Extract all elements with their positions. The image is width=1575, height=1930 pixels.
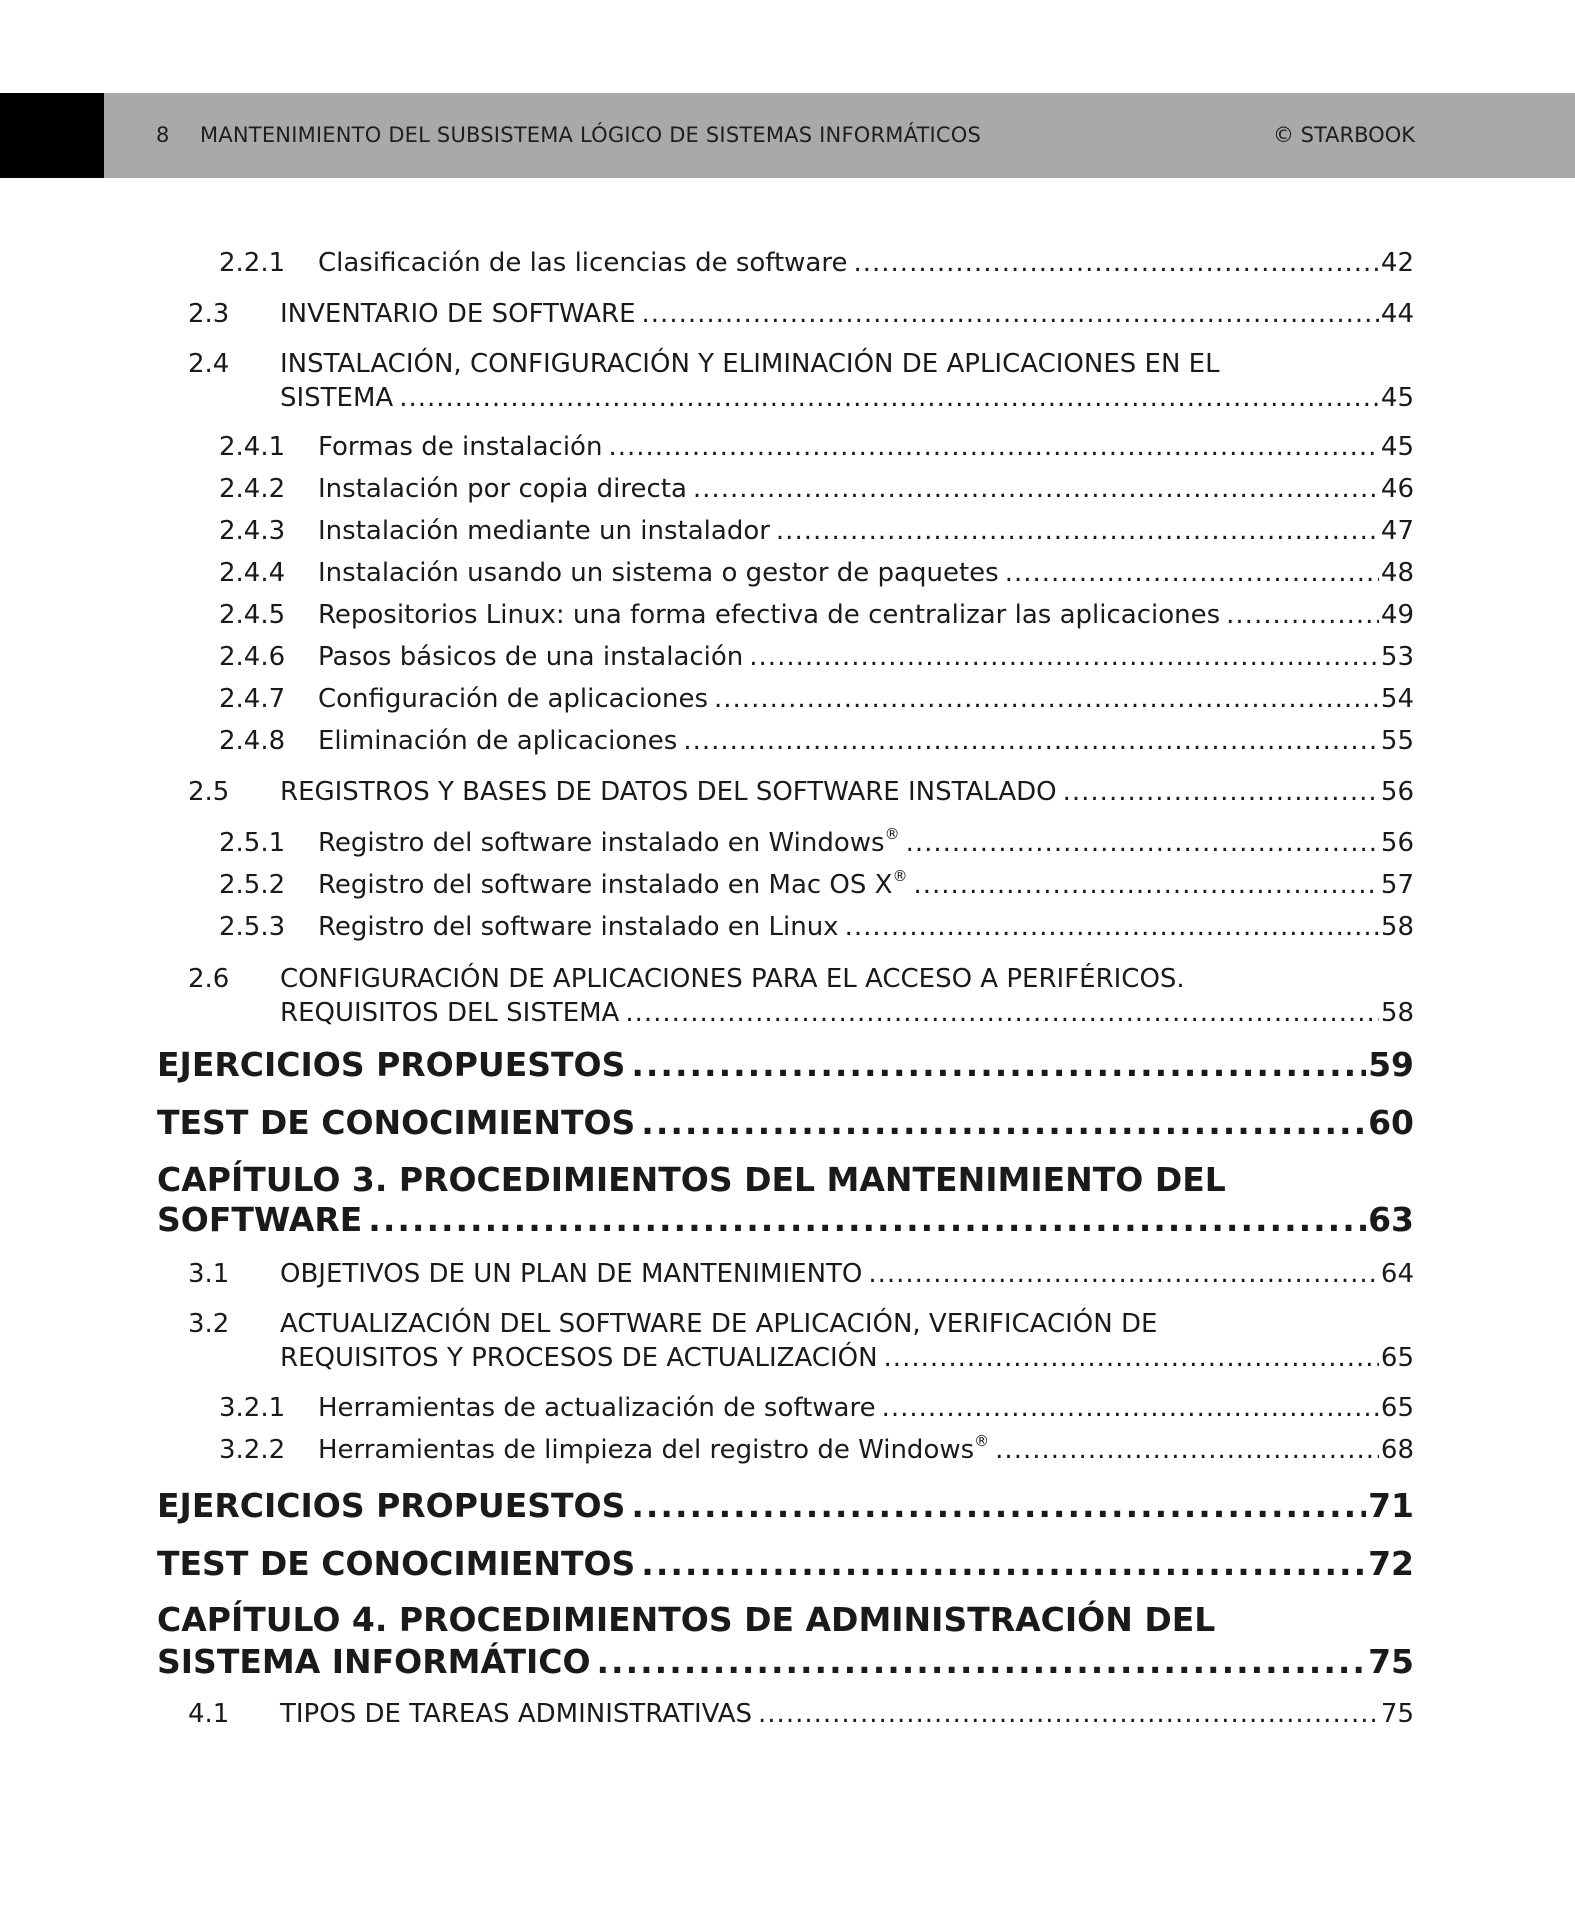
toc-entry-title: Instalación por copia directa	[318, 474, 687, 504]
toc-entry-page: 56	[1380, 828, 1414, 858]
toc-entry-page: 55	[1380, 726, 1414, 756]
toc-leader	[641, 1544, 1366, 1584]
toc-entry-page: 71	[1368, 1486, 1414, 1525]
toc-leader	[693, 472, 1379, 506]
toc-leader	[631, 1486, 1366, 1526]
toc-entry-title-line1: CONFIGURACIÓN DE APLICACIONES PARA EL ACCESO A PERIFÉRICOS.	[280, 964, 1185, 994]
toc-entry-number: 3.2.1	[219, 1393, 286, 1423]
toc-entry-title: Clasificación de las licencias de software	[318, 248, 848, 278]
toc-entry-page: 45	[1380, 432, 1414, 462]
toc-entry-page: 59	[1368, 1045, 1414, 1084]
page-header	[0, 93, 1575, 178]
header-book-title: MANTENIMIENTO DEL SUBSISTEMA LÓGICO DE SISTEMAS INFORMÁTICOS	[200, 123, 982, 147]
toc-leader	[913, 868, 1378, 902]
toc-entry-number: 2.4.1	[219, 432, 286, 462]
toc-leader	[1226, 598, 1379, 632]
toc-entry-title: TEST DE CONOCIMIENTOS	[157, 1103, 636, 1142]
toc-entry-page: 65	[1380, 1393, 1414, 1423]
toc-entry-number: 2.4.8	[219, 726, 286, 756]
header-black-block	[0, 93, 104, 178]
toc-entry-title: Registro del software instalado en Mac OS X	[318, 870, 893, 900]
toc-leader	[683, 724, 1379, 758]
toc-entry-page: 58	[1380, 912, 1414, 942]
toc-entry-title: Eliminación de aplicaciones	[318, 726, 678, 756]
toc-entry-number: 2.5.2	[219, 870, 286, 900]
toc-leader	[776, 514, 1379, 548]
toc-leader	[758, 1697, 1379, 1731]
toc-leader	[749, 640, 1379, 674]
toc-entry-page: 56	[1380, 777, 1414, 807]
toc-entry-number: 2.4	[188, 349, 230, 379]
toc-entry-page: 60	[1368, 1103, 1414, 1142]
toc-entry-number: 2.4.3	[219, 516, 286, 546]
header-page-number: 8	[156, 123, 170, 147]
toc-entry-title: Instalación mediante un instalador	[318, 516, 770, 546]
toc-entry-title: Registro del software instalado en Windows	[318, 828, 885, 858]
toc-entry-page: 44	[1380, 299, 1414, 329]
toc-entry-number: 3.2.2	[219, 1435, 286, 1465]
toc-entry-title: REGISTROS Y BASES DE DATOS DEL SOFTWARE INSTALADO	[280, 777, 1057, 807]
toc-entry-title: EJERCICIOS PROPUESTOS	[157, 1045, 626, 1084]
toc-entry-title: INVENTARIO DE SOFTWARE	[280, 299, 636, 329]
toc-entry-page: 53	[1380, 642, 1414, 672]
toc-entry-title: Registro del software instalado en Linux	[318, 912, 839, 942]
toc-entry-title: OBJETIVOS DE UN PLAN DE MANTENIMIENTO	[280, 1259, 863, 1289]
header-publisher: © STARBOOK	[1272, 123, 1415, 147]
toc-entry-title: TIPOS DE TAREAS ADMINISTRATIVAS	[280, 1699, 753, 1729]
registered-mark: ®	[884, 825, 900, 844]
toc-entry-title: Formas de instalación	[318, 432, 603, 462]
toc-entry-page: 75	[1368, 1642, 1414, 1681]
toc-entry-title: TEST DE CONOCIMIENTOS	[157, 1544, 636, 1583]
toc-entry-title: Pasos básicos de una instalación	[318, 642, 744, 672]
toc-entry-title: SOFTWARE	[157, 1200, 363, 1239]
toc-entry-page: 65	[1380, 1343, 1414, 1373]
toc-entry-page: 48	[1380, 558, 1414, 588]
registered-mark: ®	[974, 1432, 990, 1451]
toc-entry-page: 64	[1380, 1259, 1414, 1289]
registered-mark: ®	[892, 867, 908, 886]
toc-leader	[906, 826, 1379, 860]
toc-entry-number: 2.2.1	[219, 248, 286, 278]
toc-entry-number: 2.4.6	[219, 642, 286, 672]
toc-leader	[882, 1391, 1379, 1425]
toc-entry-page: 57	[1380, 870, 1414, 900]
toc-entry-title: EJERCICIOS PROPUESTOS	[157, 1486, 626, 1525]
toc-entry-page: 45	[1380, 383, 1414, 413]
toc-entry-number: 3.1	[188, 1259, 230, 1289]
toc-entry-page: 68	[1380, 1435, 1414, 1465]
toc-leader	[845, 910, 1379, 944]
toc-entry-number: 3.2	[188, 1309, 230, 1339]
toc-entry-number: 2.4.4	[219, 558, 286, 588]
toc-leader	[884, 1341, 1379, 1375]
toc-entry-page: 46	[1380, 474, 1414, 504]
toc-entry-number: 4.1	[188, 1699, 230, 1729]
toc-leader	[714, 682, 1379, 716]
toc-entry-page: 63	[1368, 1200, 1414, 1239]
toc-entry-title: Instalación usando un sistema o gestor de paquetes	[318, 558, 999, 588]
toc-leader	[608, 430, 1378, 464]
toc-entry-page: 54	[1380, 684, 1414, 714]
toc-leader	[631, 1045, 1366, 1085]
toc-entry-title: REQUISITOS DEL SISTEMA	[280, 998, 620, 1028]
toc-entry-number: 2.6	[188, 964, 230, 994]
toc-leader	[1063, 775, 1379, 809]
toc-entry-page: 42	[1380, 248, 1414, 278]
toc-entry-title: Configuración de aplicaciones	[318, 684, 709, 714]
toc-entry-number: 2.4.5	[219, 600, 286, 630]
toc-leader	[399, 381, 1379, 415]
toc-entry-page: 47	[1380, 516, 1414, 546]
toc-leader	[642, 297, 1379, 331]
toc-leader	[625, 996, 1379, 1030]
toc-entry-title-line1: ACTUALIZACIÓN DEL SOFTWARE DE APLICACIÓN, VERIFICACIÓN DE	[280, 1309, 1158, 1339]
toc-entry-title: Herramientas de actualización de software	[318, 1393, 876, 1423]
toc-leader	[1005, 556, 1379, 590]
toc-entry-number: 2.5.1	[219, 828, 286, 858]
toc-entry-title: SISTEMA INFORMÁTICO	[157, 1642, 591, 1681]
toc-entry-number: 2.4.2	[219, 474, 286, 504]
toc-chapter-title-line1: CAPÍTULO 3. PROCEDIMIENTOS DEL MANTENIMIENTO DEL	[157, 1160, 1226, 1199]
toc-leader	[597, 1642, 1367, 1682]
toc-entry-number: 2.5.3	[219, 912, 286, 942]
toc-entry-title: SISTEMA	[280, 383, 394, 413]
toc-entry-title: Repositorios Linux: una forma efectiva de centralizar las aplicaciones	[318, 600, 1221, 630]
toc-leader	[868, 1257, 1379, 1291]
toc-entry-number: 2.3	[188, 299, 230, 329]
toc-entry-title: Herramientas de limpieza del registro de Windows	[318, 1435, 975, 1465]
toc-entry-number: 2.4.7	[219, 684, 286, 714]
toc-entry-number: 2.5	[188, 777, 230, 807]
toc-leader	[853, 246, 1378, 280]
toc-entry-page: 75	[1380, 1699, 1414, 1729]
toc-entry-title-line1: INSTALACIÓN, CONFIGURACIÓN Y ELIMINACIÓN DE APLICACIONES EN EL	[280, 349, 1220, 379]
toc-entry-page: 58	[1380, 998, 1414, 1028]
toc-entry-title: REQUISITOS Y PROCESOS DE ACTUALIZACIÓN	[280, 1343, 878, 1373]
toc-entry-page: 72	[1368, 1544, 1414, 1583]
toc-leader	[995, 1433, 1379, 1467]
toc-leader	[641, 1103, 1366, 1143]
toc-entry-page: 49	[1380, 600, 1414, 630]
toc-chapter-title-line1: CAPÍTULO 4. PROCEDIMIENTOS DE ADMINISTRACIÓN DEL	[157, 1600, 1216, 1639]
toc-leader	[368, 1200, 1366, 1240]
